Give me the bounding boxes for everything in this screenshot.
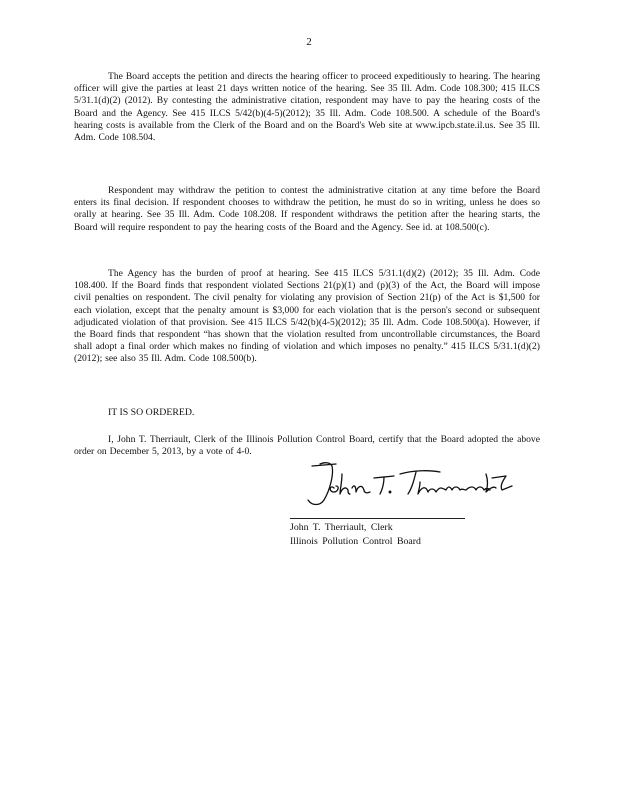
paragraph-hearing-costs: The Board accepts the petition and directs the hearing officer to proceed expeditiously to hearing. The hearing officer will give the parties at least 21 days written notice of the hearing. See 35 Ill. Adm. Code 108.300; 415 ILCS 5/31.1(d)(2) (2012). By contesting the administrative citation, respondent may have to pay the hearing costs of the Board and the Agency. See 415 ILCS 5/42(b)(4-5)(2012); 35 Ill. Adm. Code 108.500. A schedule of the Board's hearing costs is available from the Clerk of the Board and on the Board's Web site at www.ipcb.state.il.us. See 35 Ill. Adm. Code 108.504. <box>74 71 540 144</box>
handwritten-signature <box>290 456 530 512</box>
signer-organization: Illinois Pollution Control Board <box>290 536 421 547</box>
signer-block <box>290 521 421 549</box>
signer-name-title: John T. Therriault, Clerk <box>290 522 393 533</box>
paragraph-burden-of-proof: The Agency has the burden of proof at hearing. See 415 ILCS 5/31.1(d)(2) (2012); 35 Ill. Adm. Code 108.400. If the Board finds that respondent violated Sections 21(p)(1) and (p)(3) of the Act, the Board will impose civil penalties on respondent. The civil penalty for violating any provision of Section 21(p) of the Act is $1,500 for each violation, except that the penalty amount is $3,000 for each violation that is the person's second or subsequent adjudicated violation of that provision. See 415 ILCS 5/42(b)(4-5)(2012); 35 Ill. Adm. Code 108.500(a). However, if the Board finds that respondent “has shown that the violation resulted from uncontrollable circumstances, the Board shall adopt a final order which makes no finding of violation and which imposes no penalty.” 415 ILCS 5/31.1(d)(2) (2012); see also 35 Ill. Adm. Code 108.500(b). <box>74 268 540 365</box>
so-ordered-line: IT IS SO ORDERED. <box>108 407 195 418</box>
order-body-withdraw <box>74 185 540 247</box>
clerk-certification: I, John T. Therriault, Clerk of the Illinois Pollution Control Board, certify that the Board adopted the above order on December 5, 2013, by a vote of 4-0. <box>74 434 540 458</box>
order-body-burden <box>74 268 540 379</box>
signature-line <box>290 518 465 519</box>
page-number: 2 <box>306 36 312 48</box>
paragraph-withdrawal: Respondent may withdraw the petition to contest the administrative citation at any time before the Board enters its final decision. If respondent chooses to withdraw the petition, he must do so in writing, unless he does so orally at hearing. See 35 Ill. Adm. Code 108.208. If respondent withdraws the petition after the hearing starts, the Board will require respondent to pay the hearing costs of the Board and the Agency. See id. at 108.500(c). <box>74 185 540 233</box>
signature-graphic <box>290 456 530 512</box>
order-body <box>74 71 540 157</box>
